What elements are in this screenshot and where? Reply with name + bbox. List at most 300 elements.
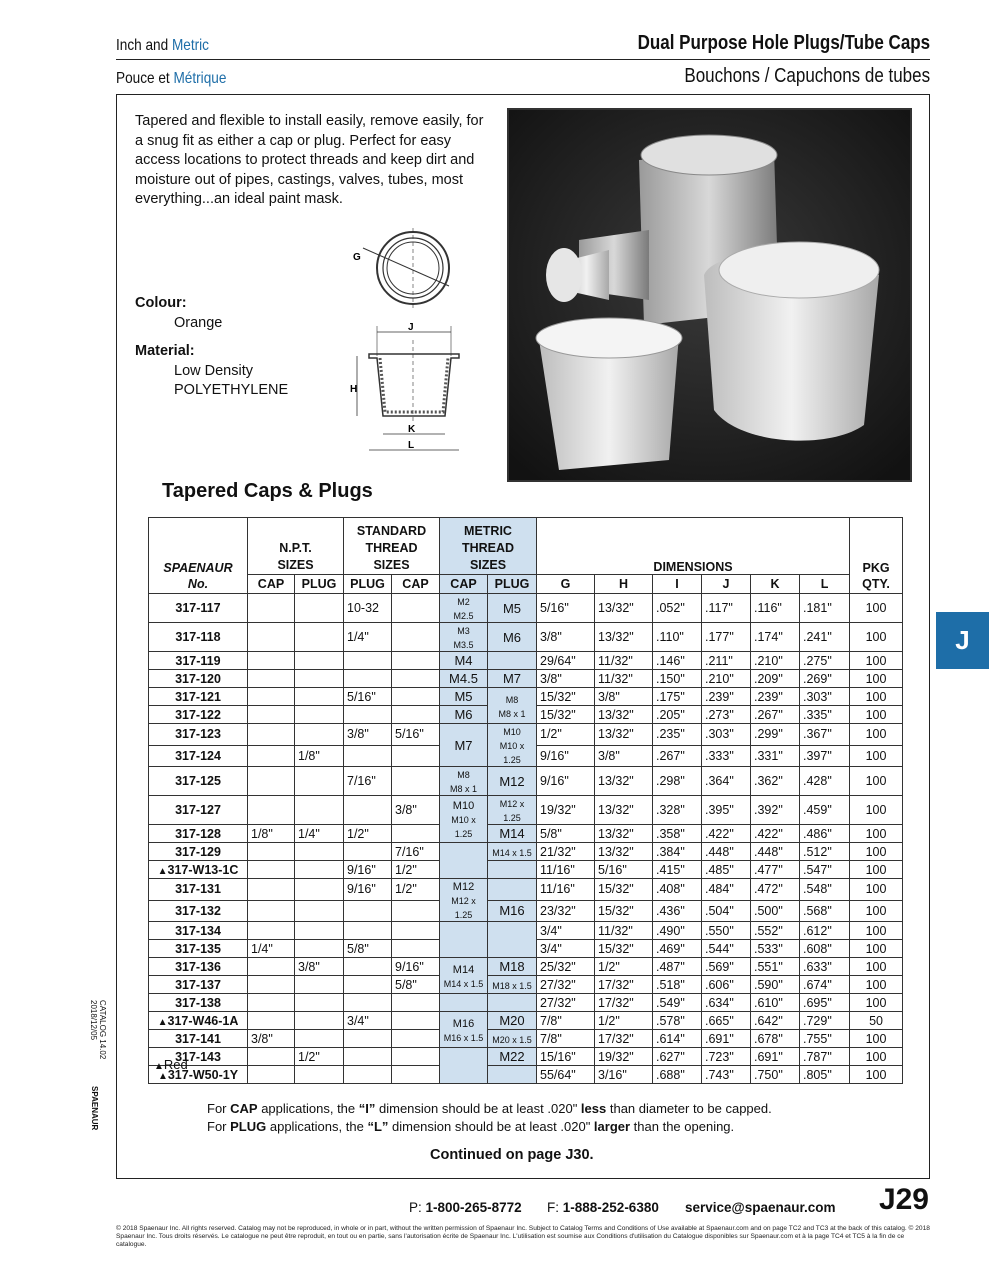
dim-k: .610" <box>751 994 800 1012</box>
dim-k: .392" <box>751 796 800 825</box>
npt-cap: 1/8" <box>248 825 295 843</box>
npt-plug <box>295 724 344 746</box>
dim-g: 15/32" <box>537 706 595 724</box>
pkg-qty: 100 <box>850 623 903 652</box>
std-plug: 1/4" <box>344 623 392 652</box>
part-number: 317-131 <box>149 879 248 901</box>
note-plug: For PLUG applications, the “L” dimension should be at least .020" larger than the opening. <box>207 1119 735 1134</box>
dim-j: .485" <box>702 861 751 879</box>
pkg-qty: 100 <box>850 940 903 958</box>
part-number: 317-129 <box>149 843 248 861</box>
dim-i: .549" <box>653 994 702 1012</box>
std-plug <box>344 994 392 1012</box>
dim-k: .551" <box>751 958 800 976</box>
dim-i: .358" <box>653 825 702 843</box>
metric-cap: M7 <box>440 724 488 767</box>
npt-cap <box>248 861 295 879</box>
std-cap: 1/2" <box>392 879 440 901</box>
part-number: 317-135 <box>149 940 248 958</box>
dim-k: .477" <box>751 861 800 879</box>
part-number: 317-128 <box>149 825 248 843</box>
std-cap <box>392 1030 440 1048</box>
pkg-qty: 100 <box>850 1066 903 1084</box>
npt-cap <box>248 922 295 940</box>
dim-j: .606" <box>702 976 751 994</box>
continued-note: Continued on page J30. <box>430 1147 594 1163</box>
npt-cap <box>248 1066 295 1084</box>
metric-cap: M12 M12 x 1.25 <box>440 879 488 922</box>
dim-g: 3/4" <box>537 922 595 940</box>
std-plug <box>344 900 392 922</box>
dim-i: .408" <box>653 879 702 901</box>
dim-h: 13/32" <box>595 843 653 861</box>
dim-k: .552" <box>751 922 800 940</box>
metric-plug: M14 <box>488 825 537 843</box>
part-number: ▲317-W13-1C <box>149 861 248 879</box>
table-row <box>149 670 903 688</box>
metric-cap: M6 <box>440 706 488 724</box>
dim-g: 21/32" <box>537 843 595 861</box>
table-row <box>149 796 903 825</box>
metric-plug: M20 <box>488 1012 537 1030</box>
dim-l: .674" <box>800 976 850 994</box>
table-row <box>149 879 903 901</box>
dim-j: .239" <box>702 688 751 706</box>
intro-text: Tapered and flexible to install easily, remove easily, for a snug fit as either a cap or plug. Perfect for easy access locations to protect threads and keep dirt and moisture out of pipes, castings, valves, tubes, most everything...an ideal paint mask. <box>135 113 484 207</box>
metric-plug <box>488 861 537 879</box>
std-cap <box>392 594 440 623</box>
dim-i: .267" <box>653 745 702 767</box>
pkg-qty: 100 <box>850 994 903 1012</box>
dim-l: .397" <box>800 745 850 767</box>
table-body <box>149 594 903 1084</box>
dim-i: .110" <box>653 623 702 652</box>
metric-plug: M5 <box>488 594 537 623</box>
part-number: ▲317-W50-1Y <box>149 1066 248 1084</box>
part-number: 317-132 <box>149 900 248 922</box>
dim-h: 13/32" <box>595 706 653 724</box>
header-bottom <box>116 62 930 92</box>
npt-plug <box>295 594 344 623</box>
dim-g: 11/16" <box>537 861 595 879</box>
part-number: 317-141 <box>149 1030 248 1048</box>
brand-vertical: SPAENAUR <box>90 1086 99 1131</box>
std-cap <box>392 1012 440 1030</box>
dim-l: .612" <box>800 922 850 940</box>
part-number: 317-117 <box>149 594 248 623</box>
col-standard: STANDARD THREAD SIZES <box>344 518 440 575</box>
dim-g: 7/8" <box>537 1030 595 1048</box>
material-value-1: Low Density <box>174 363 253 379</box>
npt-plug <box>295 796 344 825</box>
dim-k: .691" <box>751 1048 800 1066</box>
npt-plug <box>295 1030 344 1048</box>
pkg-qty: 100 <box>850 922 903 940</box>
std-plug <box>344 652 392 670</box>
dim-l: .787" <box>800 1048 850 1066</box>
part-number: 317-122 <box>149 706 248 724</box>
pkg-qty: 100 <box>850 879 903 901</box>
dim-h: 5/16" <box>595 861 653 879</box>
std-cap <box>392 900 440 922</box>
legend: ▲Red <box>154 1057 188 1072</box>
dim-h: 11/32" <box>595 670 653 688</box>
npt-cap <box>248 688 295 706</box>
triangle-icon: ▲ <box>157 1070 168 1082</box>
dim-j: .569" <box>702 958 751 976</box>
npt-cap <box>248 1048 295 1066</box>
fax: F: 1-888-252-6380 <box>547 1200 659 1215</box>
std-cap: 5/8" <box>392 976 440 994</box>
svg-text:L: L <box>408 440 415 451</box>
npt-cap <box>248 724 295 746</box>
dim-i: .150" <box>653 670 702 688</box>
dim-g: 3/8" <box>537 623 595 652</box>
col-spaenaur: SPAENAUR <box>149 518 248 575</box>
table-row <box>149 724 903 746</box>
table-row <box>149 994 903 1012</box>
dim-k: .750" <box>751 1066 800 1084</box>
col-npt: N.P.T. SIZES <box>248 518 344 575</box>
dim-k: .678" <box>751 1030 800 1048</box>
triangle-icon: ▲ <box>154 1061 164 1072</box>
dim-i: .436" <box>653 900 702 922</box>
npt-cap <box>248 900 295 922</box>
metric-cap: M16 M16 x 1.5 <box>440 1012 488 1048</box>
std-plug <box>344 745 392 767</box>
part-number: 317-143 <box>149 1048 248 1066</box>
dim-h: 3/16" <box>595 1066 653 1084</box>
dim-l: .547" <box>800 861 850 879</box>
npt-cap <box>248 670 295 688</box>
part-number: 317-134 <box>149 922 248 940</box>
dim-h: 13/32" <box>595 724 653 746</box>
header-top <box>116 30 930 60</box>
dim-h: 17/32" <box>595 1030 653 1048</box>
metric-plug <box>488 1066 537 1084</box>
dim-l: .512" <box>800 843 850 861</box>
dim-h: 19/32" <box>595 1048 653 1066</box>
table-row <box>149 688 903 706</box>
metric-cap: M5 <box>440 688 488 706</box>
dim-j: .634" <box>702 994 751 1012</box>
colour-value: Orange <box>174 315 223 331</box>
dim-k: .448" <box>751 843 800 861</box>
pkg-qty: 100 <box>850 670 903 688</box>
std-cap <box>392 922 440 940</box>
std-plug <box>344 1030 392 1048</box>
npt-cap: 1/4" <box>248 940 295 958</box>
std-cap: 1/2" <box>392 861 440 879</box>
metric-cap <box>440 1048 488 1084</box>
npt-cap <box>248 843 295 861</box>
dim-j: .544" <box>702 940 751 958</box>
npt-plug <box>295 706 344 724</box>
std-plug: 5/16" <box>344 688 392 706</box>
dim-h: 3/8" <box>595 688 653 706</box>
std-plug <box>344 1048 392 1066</box>
metric-plug: M12 <box>488 767 537 796</box>
dim-k: .209" <box>751 670 800 688</box>
dim-l: .755" <box>800 1030 850 1048</box>
npt-cap <box>248 796 295 825</box>
svg-text:K: K <box>408 424 416 435</box>
npt-plug <box>295 922 344 940</box>
part-number: 317-123 <box>149 724 248 746</box>
dim-k: .239" <box>751 688 800 706</box>
dim-i: .469" <box>653 940 702 958</box>
pkg-qty: 100 <box>850 652 903 670</box>
dim-k: .331" <box>751 745 800 767</box>
dim-k: .210" <box>751 652 800 670</box>
pkg-qty: 100 <box>850 958 903 976</box>
std-plug: 3/4" <box>344 1012 392 1030</box>
npt-plug <box>295 688 344 706</box>
npt-cap <box>248 623 295 652</box>
table-header: SPAENAUR N.P.T. SIZES STANDARD THREAD SIZES METRIC THREAD SIZES DIMENSIONS PKG No. CAP PLUG PLUG CAP CAP PLUG G H I J K L QTY. <box>149 518 903 594</box>
section-title: Tapered Caps & Plugs <box>162 480 373 502</box>
dim-j: .303" <box>702 724 751 746</box>
npt-plug <box>295 994 344 1012</box>
table-row <box>149 976 903 994</box>
dim-l: .269" <box>800 670 850 688</box>
page-title: Dual Purpose Hole Plugs/Tube Caps <box>637 32 930 54</box>
pkg-qty: 100 <box>850 843 903 861</box>
std-cap <box>392 745 440 767</box>
pkg-qty: 100 <box>850 1030 903 1048</box>
pkg-qty: 100 <box>850 706 903 724</box>
colour-label: Colour: <box>135 295 187 311</box>
dim-l: .568" <box>800 900 850 922</box>
part-number: 317-137 <box>149 976 248 994</box>
metric-plug <box>488 879 537 901</box>
npt-cap <box>248 767 295 796</box>
metric-cap: M4.5 <box>440 670 488 688</box>
pkg-qty: 50 <box>850 1012 903 1030</box>
table-row <box>149 861 903 879</box>
npt-plug: 1/2" <box>295 1048 344 1066</box>
col-dimensions: DIMENSIONS <box>537 518 850 575</box>
table-row <box>149 922 903 940</box>
dim-j: .504" <box>702 900 751 922</box>
npt-cap <box>248 745 295 767</box>
dim-h: 13/32" <box>595 825 653 843</box>
std-cap: 3/8" <box>392 796 440 825</box>
dim-i: .518" <box>653 976 702 994</box>
dim-i: .490" <box>653 922 702 940</box>
npt-plug <box>295 1012 344 1030</box>
dim-g: 3/4" <box>537 940 595 958</box>
npt-plug <box>295 1066 344 1084</box>
dim-i: .627" <box>653 1048 702 1066</box>
triangle-icon: ▲ <box>157 1016 168 1028</box>
dim-j: .665" <box>702 1012 751 1030</box>
metric-plug: M12 x 1.25 <box>488 796 537 825</box>
dim-l: .181" <box>800 594 850 623</box>
pkg-qty: 100 <box>850 688 903 706</box>
dim-i: .235" <box>653 724 702 746</box>
npt-cap <box>248 879 295 901</box>
npt-plug: 1/4" <box>295 825 344 843</box>
dim-j: .117" <box>702 594 751 623</box>
npt-plug <box>295 940 344 958</box>
npt-cap: 3/8" <box>248 1030 295 1048</box>
table-row <box>149 623 903 652</box>
dim-j: .550" <box>702 922 751 940</box>
dim-i: .052" <box>653 594 702 623</box>
section-tab[interactable]: J <box>936 612 989 669</box>
dim-i: .175" <box>653 688 702 706</box>
metric-plug <box>488 652 537 670</box>
dim-i: .487" <box>653 958 702 976</box>
dim-j: .422" <box>702 825 751 843</box>
pkg-qty: 100 <box>850 745 903 767</box>
metric-plug: M18 <box>488 958 537 976</box>
std-plug: 9/16" <box>344 861 392 879</box>
note-cap: For CAP applications, the “I” dimension should be at least .020" less than diameter to be capped. <box>207 1101 772 1116</box>
npt-cap <box>248 594 295 623</box>
dim-h: 11/32" <box>595 922 653 940</box>
part-number: 317-121 <box>149 688 248 706</box>
product-photo-art <box>509 110 910 480</box>
pkg-qty: 100 <box>850 724 903 746</box>
dim-j: .364" <box>702 767 751 796</box>
dim-g: 25/32" <box>537 958 595 976</box>
pkg-qty: 100 <box>850 976 903 994</box>
npt-plug: 1/8" <box>295 745 344 767</box>
npt-cap <box>248 976 295 994</box>
metric-plug <box>488 922 537 958</box>
dim-j: .273" <box>702 706 751 724</box>
dim-k: .533" <box>751 940 800 958</box>
dim-i: .146" <box>653 652 702 670</box>
dim-g: 5/16" <box>537 594 595 623</box>
material-label: Material: <box>135 343 195 359</box>
metric-plug: M7 <box>488 670 537 688</box>
std-plug <box>344 1066 392 1084</box>
npt-cap <box>248 706 295 724</box>
dim-l: .633" <box>800 958 850 976</box>
dim-l: .367" <box>800 724 850 746</box>
dim-h: 1/2" <box>595 958 653 976</box>
std-cap <box>392 688 440 706</box>
metric-cap: M2 M2.5 <box>440 594 488 623</box>
dim-j: .484" <box>702 879 751 901</box>
npt-plug <box>295 976 344 994</box>
part-number: 317-127 <box>149 796 248 825</box>
dim-j: .210" <box>702 670 751 688</box>
npt-plug <box>295 767 344 796</box>
table-row <box>149 1012 903 1030</box>
dim-g: 9/16" <box>537 767 595 796</box>
std-cap: 7/16" <box>392 843 440 861</box>
dim-i: .384" <box>653 843 702 861</box>
metric-cap: M3 M3.5 <box>440 623 488 652</box>
dim-i: .688" <box>653 1066 702 1084</box>
dim-l: .608" <box>800 940 850 958</box>
std-plug: 1/2" <box>344 825 392 843</box>
std-plug: 10-32 <box>344 594 392 623</box>
table-row <box>149 1066 903 1084</box>
table-row <box>149 1048 903 1066</box>
dim-l: .241" <box>800 623 850 652</box>
dim-j: .723" <box>702 1048 751 1066</box>
dim-h: 15/32" <box>595 940 653 958</box>
npt-cap <box>248 652 295 670</box>
std-plug <box>344 958 392 976</box>
dim-h: 13/32" <box>595 594 653 623</box>
metric-cap: M4 <box>440 652 488 670</box>
dim-l: .695" <box>800 994 850 1012</box>
dim-k: .267" <box>751 706 800 724</box>
std-plug <box>344 922 392 940</box>
metric-cap <box>440 843 488 879</box>
dim-h: 13/32" <box>595 623 653 652</box>
std-plug <box>344 796 392 825</box>
metric-plug: M6 <box>488 623 537 652</box>
dim-g: 7/8" <box>537 1012 595 1030</box>
dim-g: 1/2" <box>537 724 595 746</box>
std-plug <box>344 976 392 994</box>
part-number: 317-124 <box>149 745 248 767</box>
dim-i: .578" <box>653 1012 702 1030</box>
dim-g: 11/16" <box>537 879 595 901</box>
pkg-qty: 100 <box>850 594 903 623</box>
dim-i: .614" <box>653 1030 702 1048</box>
part-number: 317-118 <box>149 623 248 652</box>
std-plug: 3/8" <box>344 724 392 746</box>
std-cap <box>392 1048 440 1066</box>
part-number: 317-120 <box>149 670 248 688</box>
dim-l: .303" <box>800 688 850 706</box>
dim-k: .642" <box>751 1012 800 1030</box>
dim-k: .116" <box>751 594 800 623</box>
metric-cap <box>440 994 488 1012</box>
npt-plug <box>295 652 344 670</box>
std-cap <box>392 652 440 670</box>
dim-j: .333" <box>702 745 751 767</box>
part-number: 317-125 <box>149 767 248 796</box>
dim-h: 13/32" <box>595 796 653 825</box>
dim-l: .548" <box>800 879 850 901</box>
col-pkg: PKG <box>850 518 903 575</box>
page-title-fr: Bouchons / Capuchons de tubes <box>684 65 930 87</box>
dim-g: 19/32" <box>537 796 595 825</box>
dim-j: .177" <box>702 623 751 652</box>
dim-g: 29/64" <box>537 652 595 670</box>
dim-g-label: G <box>353 252 361 263</box>
npt-plug: 3/8" <box>295 958 344 976</box>
std-cap: 9/16" <box>392 958 440 976</box>
std-cap <box>392 706 440 724</box>
dim-l: .428" <box>800 767 850 796</box>
pkg-qty: 100 <box>850 1048 903 1066</box>
npt-plug <box>295 843 344 861</box>
npt-plug <box>295 623 344 652</box>
metric-plug <box>488 994 537 1012</box>
dim-j: .211" <box>702 652 751 670</box>
dim-h: 15/32" <box>595 900 653 922</box>
dim-k: .590" <box>751 976 800 994</box>
dim-h: 15/32" <box>595 879 653 901</box>
npt-plug <box>295 879 344 901</box>
table-row <box>149 825 903 843</box>
units-label-fr: Pouce et Métrique <box>116 70 227 87</box>
email-link[interactable]: service@spaenaur.com <box>685 1200 836 1215</box>
npt-cap <box>248 994 295 1012</box>
units-label: Inch and Metric <box>116 37 209 54</box>
table-row <box>149 900 903 922</box>
